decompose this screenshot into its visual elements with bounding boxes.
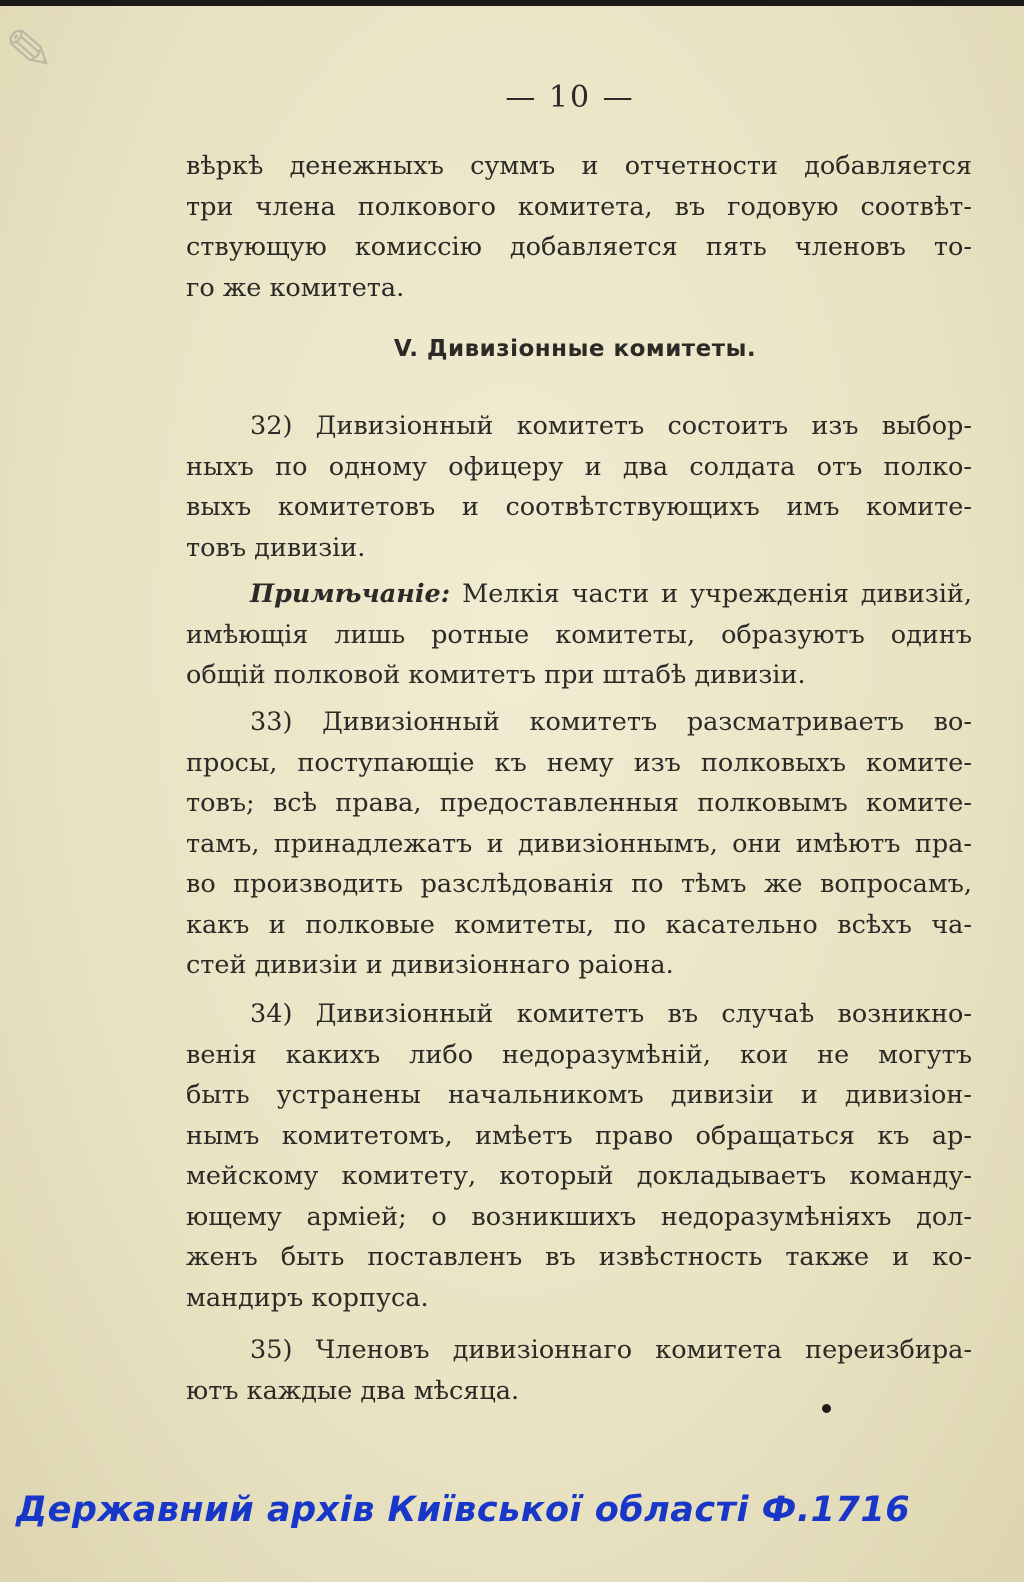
text-line: мандиръ корпуса. bbox=[186, 1282, 429, 1313]
text-line: имѣющія лишь ротные комитеты, образуютъ одинъ bbox=[186, 619, 972, 650]
note-paragraph bbox=[186, 574, 972, 696]
text-line: товъ дивизіи. bbox=[186, 532, 366, 563]
text-line: ющему арміей; о возникшихъ недоразумѣніяхъ дол- bbox=[186, 1201, 972, 1232]
paragraph-34 bbox=[186, 994, 972, 1318]
text-line bbox=[186, 574, 972, 615]
text-line: го же комитета. bbox=[186, 272, 405, 303]
text-line: венія какихъ либо недоразумѣній, кои не могутъ bbox=[186, 1039, 972, 1070]
text-line: три члена полкового комитета, въ годовую соотвѣт- bbox=[186, 191, 972, 222]
paragraph-33 bbox=[186, 702, 972, 986]
note-label: Примѣчаніе: bbox=[250, 579, 451, 609]
paragraph-35 bbox=[186, 1330, 972, 1411]
note-text: Мелкія части и учрежденія дивизій, bbox=[450, 579, 972, 609]
text-line: женъ быть поставленъ въ извѣстность также и ко- bbox=[186, 1242, 972, 1272]
text-line: 32) Дивизіонный комитетъ состоитъ изъ выбор- bbox=[250, 411, 972, 441]
text-line: быть устранены начальникомъ дивизіи и дивизіон- bbox=[186, 1080, 972, 1110]
text-line: во производить разслѣдованія по тѣмъ же вопросамъ, bbox=[186, 869, 972, 899]
text-line: ныхъ по одному офицеру и два солдата отъ полко- bbox=[186, 451, 972, 482]
text-line: нымъ комитетомъ, имѣетъ право обращаться къ ар- bbox=[186, 1120, 972, 1151]
text-line: товъ; всѣ права, предоставленныя полковымъ комите- bbox=[186, 788, 972, 818]
text-line: вѣркѣ денежныхъ суммъ и отчетности добавляется bbox=[186, 151, 972, 181]
text-line: мейскому комитету, который докладываетъ команду- bbox=[186, 1161, 972, 1191]
text-line: 33) Дивизіонный комитетъ разсматриваетъ во- bbox=[250, 707, 972, 737]
text-line: стей дивизіи и дивизіоннаго раіона. bbox=[186, 950, 674, 980]
scan-top-edge bbox=[0, 0, 1024, 6]
top-paragraph bbox=[186, 146, 972, 308]
pencil-archive-mark: ✎ bbox=[2, 15, 50, 86]
archive-watermark: Державний архів Київської області Ф.1716 bbox=[16, 1490, 911, 1530]
paragraph-32 bbox=[186, 406, 972, 568]
section-heading: V. Дивизіонные комитеты. bbox=[393, 336, 757, 362]
text-line: тамъ, принадлежатъ и дивизіоннымъ, они имѣютъ пра- bbox=[186, 828, 972, 859]
text-line: ствующую комиссію добавляется пять членовъ то- bbox=[186, 232, 972, 262]
text-line: выхъ комитетовъ и соотвѣтствующихъ имъ комите- bbox=[186, 492, 972, 522]
text-line: какъ и полковые комитеты, по касательно всѣхъ ча- bbox=[186, 909, 972, 940]
ink-dot bbox=[822, 1404, 831, 1413]
text-line: 35) Членовъ дивизіоннаго комитета переизбира- bbox=[250, 1335, 972, 1365]
text-line: ютъ каждые два мѣсяца. bbox=[186, 1375, 520, 1406]
text-line: просы, поступающіе къ нему изъ полковыхъ комите- bbox=[186, 747, 972, 778]
text-line: 34) Дивизіонный комитетъ въ случаѣ возникно- bbox=[250, 999, 972, 1029]
text-line: общій полковой комитетъ при штабѣ дивизіи. bbox=[186, 660, 806, 690]
page-number: — 10 — bbox=[505, 80, 635, 115]
